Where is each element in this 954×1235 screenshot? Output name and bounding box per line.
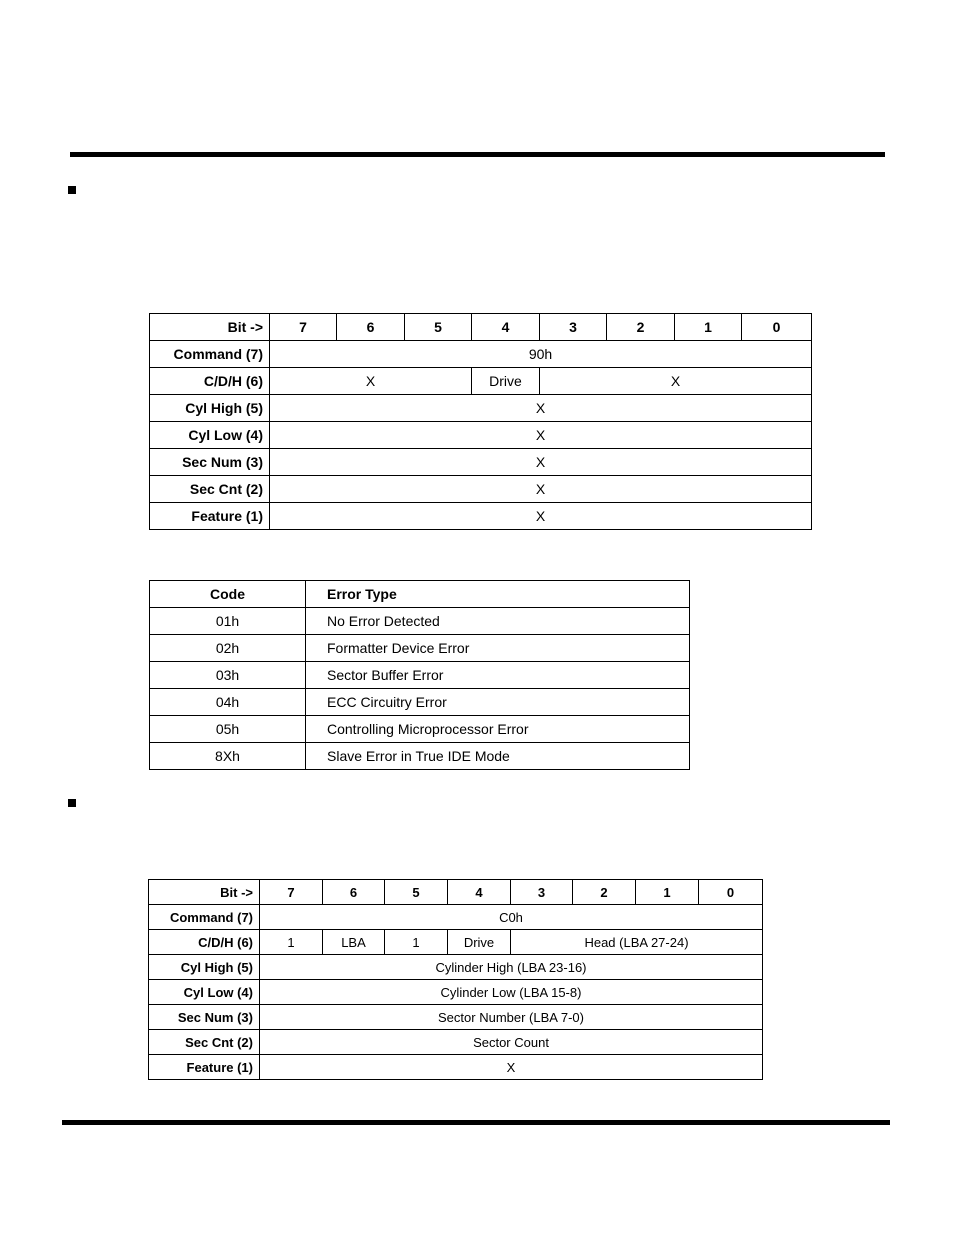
table-row	[149, 1030, 763, 1055]
bit-2: 2	[573, 880, 636, 905]
bottom-rule	[62, 1120, 890, 1125]
bit-1: 1	[636, 880, 699, 905]
code-cell: 02h	[150, 635, 306, 662]
error-type-cell: No Error Detected	[306, 608, 690, 635]
bit-header-label: Bit ->	[149, 880, 260, 905]
bit-header-row	[150, 314, 812, 341]
bit-4: 4	[448, 880, 511, 905]
row-label: Command (7)	[149, 905, 260, 930]
row-label: Sec Cnt (2)	[150, 476, 270, 503]
command-value: C0h	[260, 905, 763, 930]
table-row	[150, 716, 690, 743]
command-row	[150, 341, 812, 368]
row-value: X	[270, 449, 812, 476]
cdh-head-value: Head (LBA 27-24)	[511, 930, 763, 955]
code-cell: 05h	[150, 716, 306, 743]
bit-7: 7	[270, 314, 337, 341]
row-label: Cyl High (5)	[149, 955, 260, 980]
command-value: 90h	[270, 341, 812, 368]
format-register-table	[148, 879, 763, 1080]
row-value: Sector Number (LBA 7-0)	[260, 1005, 763, 1030]
table-row	[150, 608, 690, 635]
table-row	[150, 662, 690, 689]
error-type-cell: Formatter Device Error	[306, 635, 690, 662]
codes-header-row	[150, 581, 690, 608]
table-row	[149, 1005, 763, 1030]
cdh-row	[150, 368, 812, 395]
code-cell: 03h	[150, 662, 306, 689]
bullet-marker	[68, 799, 76, 807]
top-rule	[70, 152, 885, 157]
row-label: C/D/H (6)	[149, 930, 260, 955]
code-cell: 04h	[150, 689, 306, 716]
diagnostic-codes-table	[149, 580, 690, 770]
cdh-lba-value: LBA	[323, 930, 385, 955]
bit-1: 1	[675, 314, 742, 341]
command-row	[149, 905, 763, 930]
diagnostic-register-table	[149, 313, 812, 530]
code-header: Code	[150, 581, 306, 608]
row-value: Sector Count	[260, 1030, 763, 1055]
bit-5: 5	[385, 880, 448, 905]
table-row	[150, 635, 690, 662]
code-cell: 01h	[150, 608, 306, 635]
bit-5: 5	[405, 314, 472, 341]
table-row	[150, 422, 812, 449]
table-row	[150, 476, 812, 503]
table-row	[150, 689, 690, 716]
table-row	[149, 980, 763, 1005]
error-type-cell: Sector Buffer Error	[306, 662, 690, 689]
error-type-cell: Slave Error in True IDE Mode	[306, 743, 690, 770]
row-label: Sec Num (3)	[150, 449, 270, 476]
row-label: Cyl Low (4)	[149, 980, 260, 1005]
bit-3: 3	[511, 880, 573, 905]
bit-0: 0	[699, 880, 763, 905]
error-type-header: Error Type	[306, 581, 690, 608]
cdh-drive-value: Drive	[448, 930, 511, 955]
cdh-right-value: X	[540, 368, 812, 395]
code-cell: 8Xh	[150, 743, 306, 770]
bit-4: 4	[472, 314, 540, 341]
bit-6: 6	[337, 314, 405, 341]
cdh-row	[149, 930, 763, 955]
cdh-left-value: X	[270, 368, 472, 395]
bit-header-row	[149, 880, 763, 905]
bit-2: 2	[607, 314, 675, 341]
table-row	[150, 395, 812, 422]
row-label: C/D/H (6)	[150, 368, 270, 395]
bit-header-label: Bit ->	[150, 314, 270, 341]
row-value: X	[270, 503, 812, 530]
row-value: Cylinder High (LBA 23-16)	[260, 955, 763, 980]
table-row	[150, 503, 812, 530]
row-label: Sec Num (3)	[149, 1005, 260, 1030]
row-label: Feature (1)	[150, 503, 270, 530]
table-row	[150, 449, 812, 476]
bit-6: 6	[323, 880, 385, 905]
row-value: X	[270, 422, 812, 449]
table-row	[150, 743, 690, 770]
bit-3: 3	[540, 314, 607, 341]
cdh-bit5-value: 1	[385, 930, 448, 955]
row-value: X	[270, 395, 812, 422]
table-row	[149, 1055, 763, 1080]
bullet-marker	[68, 186, 76, 194]
row-label: Sec Cnt (2)	[149, 1030, 260, 1055]
row-value: X	[260, 1055, 763, 1080]
cdh-drive-value: Drive	[472, 368, 540, 395]
row-label: Feature (1)	[149, 1055, 260, 1080]
row-label: Cyl Low (4)	[150, 422, 270, 449]
table-row	[149, 955, 763, 980]
row-label: Cyl High (5)	[150, 395, 270, 422]
error-type-cell: ECC Circuitry Error	[306, 689, 690, 716]
bit-7: 7	[260, 880, 323, 905]
row-value: X	[270, 476, 812, 503]
cdh-bit7-value: 1	[260, 930, 323, 955]
error-type-cell: Controlling Microprocessor Error	[306, 716, 690, 743]
row-label: Command (7)	[150, 341, 270, 368]
row-value: Cylinder Low (LBA 15-8)	[260, 980, 763, 1005]
bit-0: 0	[742, 314, 812, 341]
